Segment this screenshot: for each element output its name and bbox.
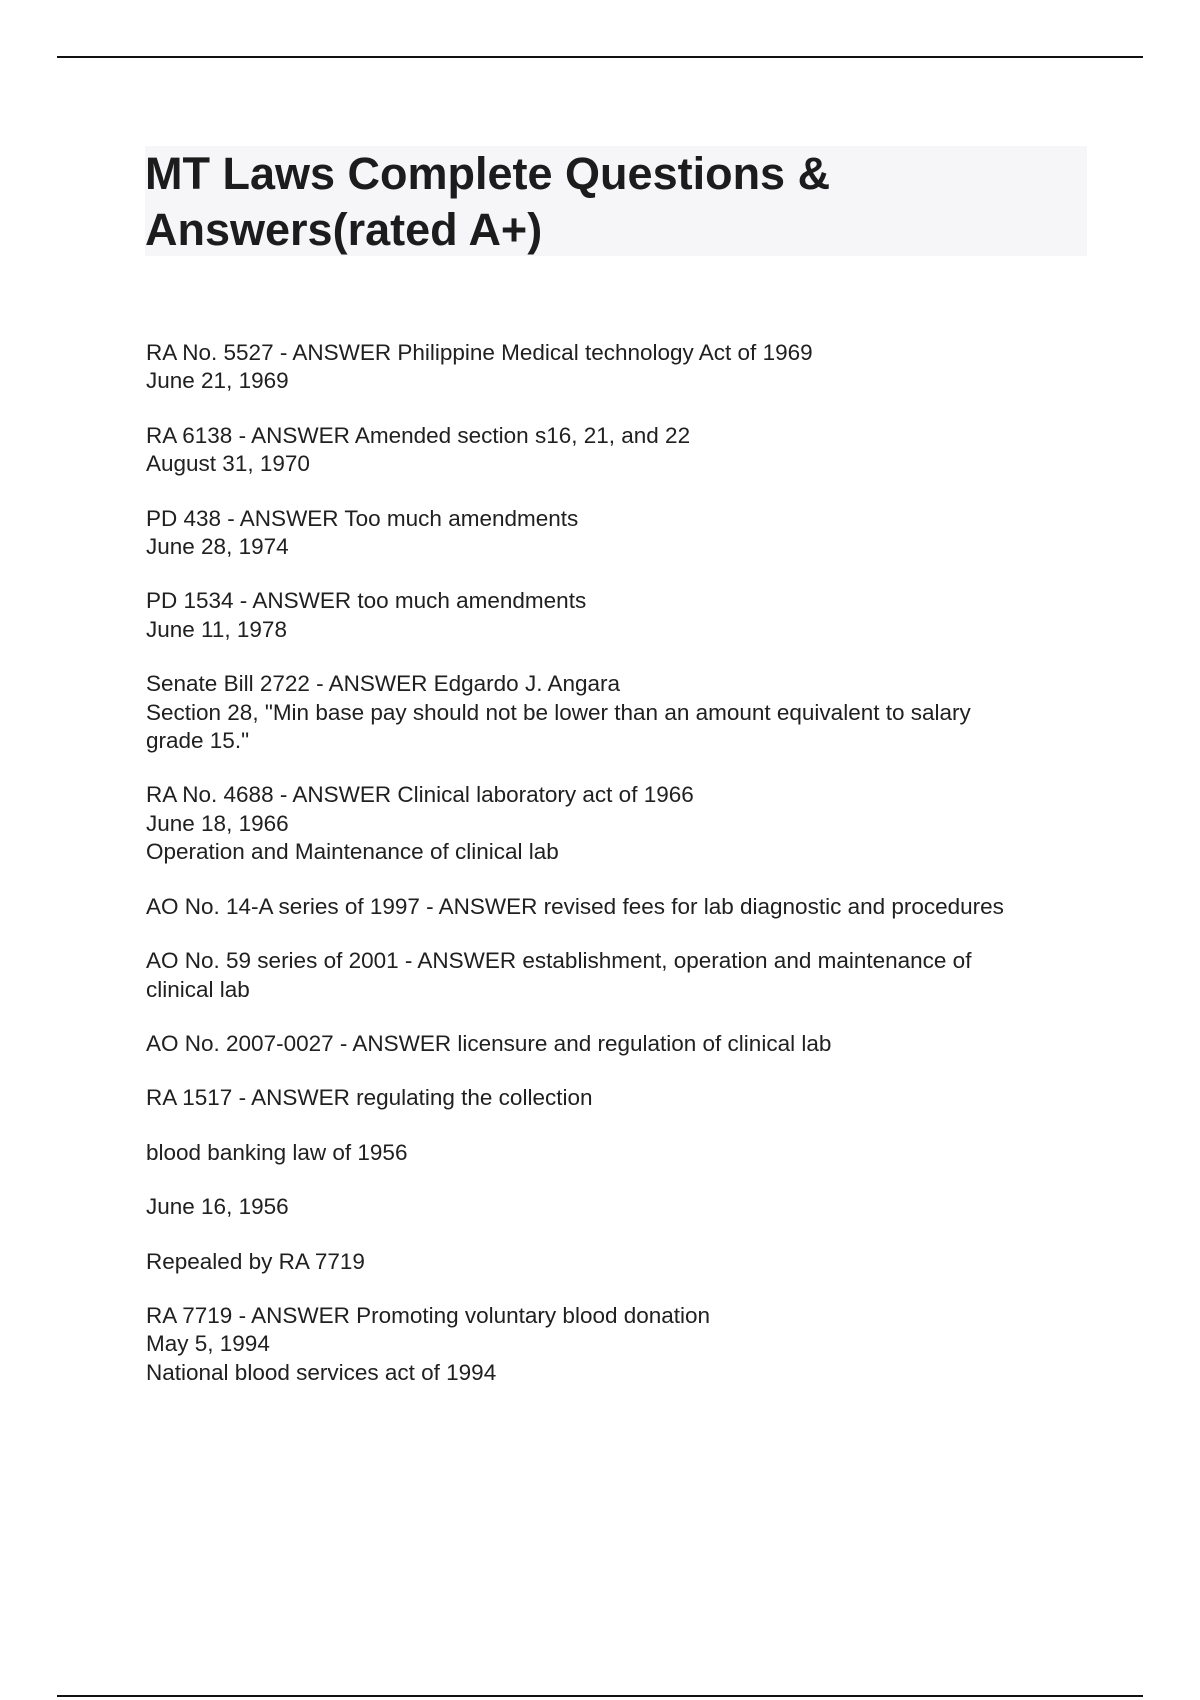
entry-line: RA 6138 - ANSWER Amended section s16, 21, and 22 [146,422,691,448]
entry-line: blood banking law of 1956 [146,1139,408,1165]
entry-line: grade 15." [146,728,250,754]
qa-entry [146,947,1106,1004]
title-block [145,146,1087,256]
entry-line: RA 7719 - ANSWER Promoting voluntary blood donation [146,1302,711,1328]
entry-line: June 21, 1969 [146,368,289,394]
entry-line: June 28, 1974 [146,534,289,560]
qa-list [146,339,1106,1413]
entry-line: RA No. 4688 - ANSWER Clinical laboratory act of 1966 [146,782,694,808]
title-line: MT Laws Complete Questions & [145,148,831,199]
qa-entry [146,670,1106,755]
qa-entry [146,587,1106,644]
qa-entry [146,505,1106,562]
entry-line: June 16, 1956 [146,1194,289,1220]
qa-entry [146,1139,1106,1167]
qa-entry [146,781,1106,866]
qa-entry [146,1302,1106,1387]
entry-line: AO No. 59 series of 2001 - ANSWER establishment, operation and maintenance of [146,948,972,974]
entry-line: PD 438 - ANSWER Too much amendments [146,505,579,531]
entry-line: Operation and Maintenance of clinical lab [146,839,559,865]
qa-entry [146,893,1106,921]
entry-line: RA No. 5527 - ANSWER Philippine Medical technology Act of 1969 [146,340,813,365]
qa-entry [146,339,1106,396]
entry-line: August 31, 1970 [146,451,310,477]
entry-line: June 11, 1978 [146,616,287,642]
document-title [145,146,1087,258]
entry-line: AO No. 2007-0027 - ANSWER licensure and regulation of clinical lab [146,1030,832,1056]
qa-entry [146,422,1106,479]
entry-line: Repealed by RA 7719 [146,1248,365,1274]
entry-line: National blood services act of 1994 [146,1359,497,1385]
bottom-divider [57,1695,1143,1697]
top-divider [57,56,1143,58]
entry-line: May 5, 1994 [146,1331,270,1357]
title-line: Answers(rated A+) [145,204,543,255]
qa-entry [146,1248,1106,1276]
entry-line: PD 1534 - ANSWER too much amendments [146,588,587,614]
entry-line: clinical lab [146,976,250,1002]
qa-entry [146,1030,1106,1058]
entry-line: June 18, 1966 [146,810,289,836]
qa-entry [146,1193,1106,1221]
entry-line: Senate Bill 2722 - ANSWER Edgardo J. Angara [146,671,621,697]
entry-line: Section 28, "Min base pay should not be lower than an amount equivalent to salary [146,699,971,725]
entry-line: AO No. 14-A series of 1997 - ANSWER revised fees for lab diagnostic and procedures [146,893,1004,919]
entry-line: RA 1517 - ANSWER regulating the collection [146,1085,593,1111]
qa-entry [146,1084,1106,1112]
